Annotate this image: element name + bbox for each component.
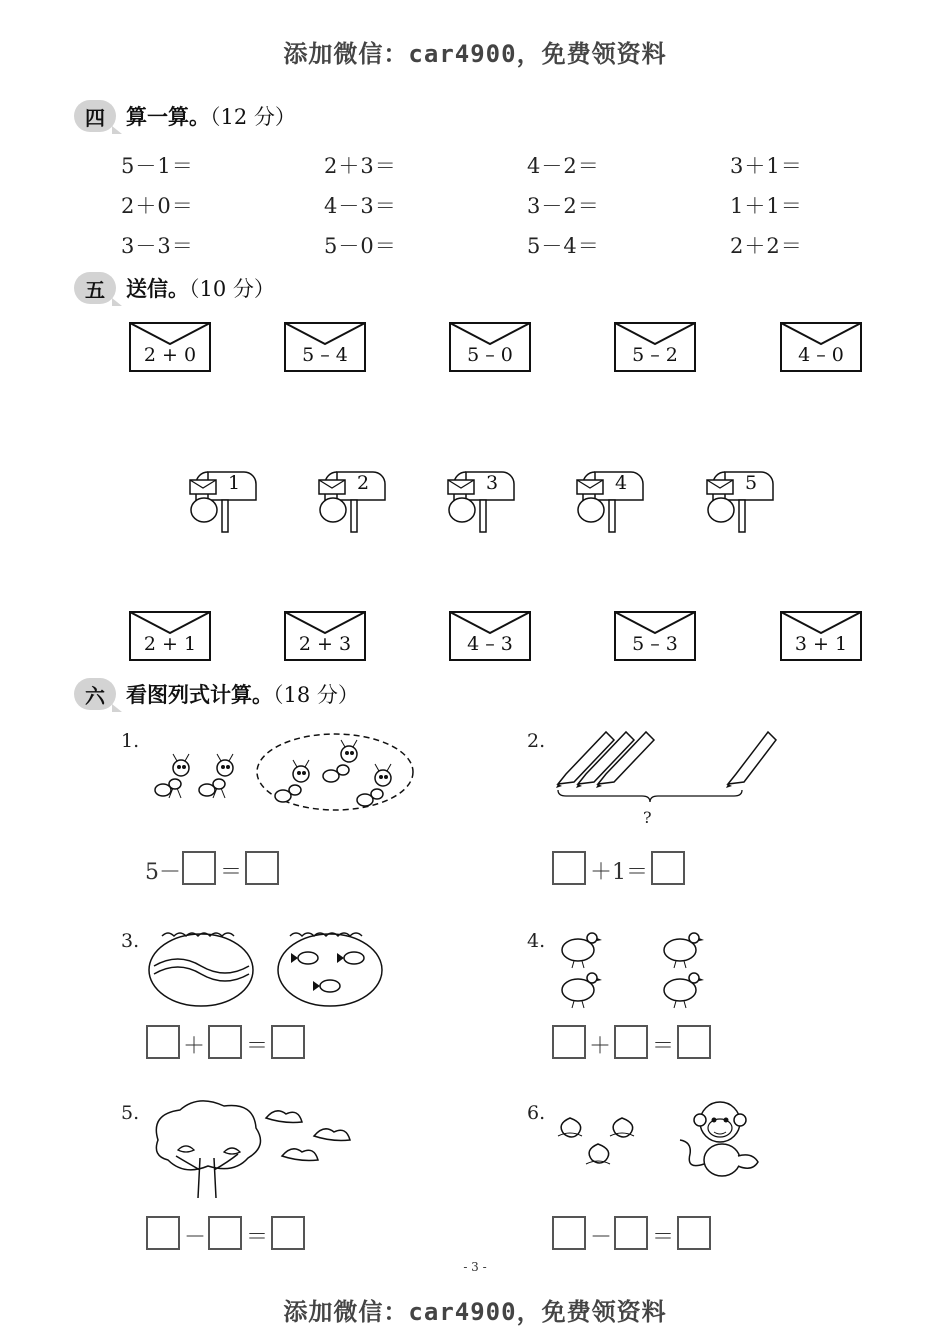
peach-icon — [558, 1118, 582, 1137]
problem-5-equals: ＝ — [246, 1225, 269, 1250]
mailbox-number: 1 — [228, 472, 241, 494]
section-4-points: （12 分） — [210, 105, 296, 129]
ant-icon — [275, 760, 309, 802]
pencil-icon — [726, 732, 776, 788]
peaches-monkey-illustration — [552, 1098, 767, 1184]
equation: 1＋1＝ — [730, 194, 803, 218]
equation: 2＋2＝ — [730, 234, 803, 258]
problem-4-operator: ＋ — [589, 1034, 612, 1059]
hen-icon — [562, 933, 602, 968]
equation: 3－3＝ — [121, 234, 194, 258]
envelope-bottom-3[interactable] — [449, 611, 531, 661]
section-6-title — [126, 679, 359, 709]
answer-box[interactable] — [146, 1025, 180, 1059]
answer-box[interactable] — [677, 1216, 711, 1250]
problem-5-number: 5. — [121, 1102, 140, 1124]
envelope-label: 5 – 2 — [632, 344, 678, 366]
answer-box[interactable] — [208, 1025, 242, 1059]
mailbox-4[interactable] — [575, 464, 647, 534]
envelope-label: 2 + 0 — [143, 344, 197, 366]
section-6-points: （18 分） — [273, 683, 359, 707]
answer-box[interactable] — [552, 1025, 586, 1059]
envelope-top-1[interactable] — [129, 322, 211, 372]
answer-box[interactable] — [208, 1216, 242, 1250]
hen-icon — [562, 973, 602, 1008]
ant-icon — [199, 754, 233, 798]
fishbowls-illustration — [148, 924, 388, 1008]
envelope-label: 2 + 1 — [143, 633, 197, 655]
envelope-top-4[interactable] — [614, 322, 696, 372]
section-5-header — [74, 270, 275, 306]
section-6-title-text: 看图列式计算。 — [126, 683, 273, 707]
ants-illustration — [145, 728, 425, 814]
problem-6-number: 6. — [527, 1102, 546, 1124]
answer-box[interactable] — [651, 851, 685, 885]
envelope-top-5[interactable] — [780, 322, 862, 372]
answer-box[interactable] — [552, 851, 586, 885]
mailbox-number: 3 — [486, 472, 499, 494]
envelope-label: 2 + 3 — [298, 633, 352, 655]
section-6-header — [74, 676, 359, 712]
envelope-bottom-4[interactable] — [614, 611, 696, 661]
mailbox-icon — [188, 464, 260, 534]
mailbox-3[interactable] — [446, 464, 518, 534]
pencils-illustration — [552, 726, 782, 806]
answer-box[interactable] — [614, 1216, 648, 1250]
fishbowl-icon — [149, 933, 253, 1006]
mailbox-icon — [575, 464, 647, 534]
ant-icon — [155, 754, 189, 798]
fishbowl-icon — [278, 933, 382, 1006]
mailbox-icon — [446, 464, 518, 534]
mailbox-icon — [317, 464, 389, 534]
mailbox-1[interactable] — [188, 464, 260, 534]
problem-6-operator: － — [590, 1225, 613, 1250]
equation: 5－1＝ — [121, 154, 194, 178]
envelope-bottom-5[interactable] — [780, 611, 862, 661]
ant-icon — [357, 764, 391, 806]
envelope-label: 4 – 3 — [467, 633, 513, 655]
problem-1-operator: ＝ — [220, 860, 243, 885]
mailbox-number: 4 — [615, 472, 628, 494]
watermark-bottom: 添加微信：car4900，免费领资料 — [283, 1298, 667, 1326]
page-number: - 3 - — [463, 1260, 487, 1274]
problem-3-equals: ＝ — [246, 1034, 269, 1059]
peach-icon — [586, 1144, 610, 1164]
equation: 4－2＝ — [527, 154, 600, 178]
answer-box[interactable] — [271, 1216, 305, 1250]
envelope-label: 3 + 1 — [794, 633, 848, 655]
equation: 5－0＝ — [324, 234, 397, 258]
answer-box[interactable] — [271, 1025, 305, 1059]
brace-icon — [558, 790, 742, 802]
bird-icon — [282, 1149, 318, 1161]
problem-2-number: 2. — [527, 730, 546, 752]
peach-icon — [610, 1118, 634, 1137]
equation: 3－2＝ — [527, 194, 600, 218]
equation: 4－3＝ — [324, 194, 397, 218]
problem-4-number: 4. — [527, 930, 546, 952]
section-4-title — [126, 101, 296, 131]
problem-6-equals: ＝ — [652, 1225, 675, 1250]
envelope-label: 5 – 3 — [632, 633, 678, 655]
answer-box[interactable] — [552, 1216, 586, 1250]
tree-icon — [156, 1101, 260, 1198]
answer-box[interactable] — [146, 1216, 180, 1250]
answer-box[interactable] — [182, 851, 216, 885]
envelope-bottom-1[interactable] — [129, 611, 211, 661]
envelope-label: 5 – 4 — [302, 344, 348, 366]
envelope-top-3[interactable] — [449, 322, 531, 372]
hen-icon — [664, 933, 704, 968]
equation: 5－4＝ — [527, 234, 600, 258]
section-4-badge: 四 — [74, 100, 116, 132]
section-5-points: （10 分） — [189, 277, 275, 301]
problem-2-operator: ＋1＝ — [590, 860, 648, 885]
equation: 2＋3＝ — [324, 154, 397, 178]
answer-box[interactable] — [677, 1025, 711, 1059]
envelope-label: 5 – 0 — [467, 344, 513, 366]
hens-illustration — [552, 924, 712, 1010]
envelope-label: 4 – 0 — [798, 344, 844, 366]
answer-box[interactable] — [245, 851, 279, 885]
equation: 2＋0＝ — [121, 194, 194, 218]
section-4-header — [74, 98, 296, 134]
ant-icon — [323, 740, 357, 782]
mailbox-5[interactable] — [705, 464, 777, 534]
answer-box[interactable] — [614, 1025, 648, 1059]
problem-3-number: 3. — [121, 930, 140, 952]
hen-icon — [664, 973, 704, 1008]
problem-3-operator: ＋ — [183, 1034, 206, 1059]
problem-1-prefix: 5－ — [145, 860, 181, 885]
section-5-title-text: 送信。 — [126, 277, 189, 301]
watermark-top: 添加微信：car4900，免费领资料 — [283, 40, 667, 68]
problem-5-operator: － — [184, 1225, 207, 1250]
bird-icon — [266, 1111, 302, 1123]
monkey-icon — [680, 1102, 758, 1176]
mailbox-number: 2 — [357, 472, 370, 494]
tree-birds-illustration — [148, 1100, 363, 1200]
mailbox-icon — [705, 464, 777, 534]
section-4-title-text: 算一算。 — [126, 105, 210, 129]
section-5-title — [126, 273, 275, 303]
section-5-badge: 五 — [74, 272, 116, 304]
problem-2-question: ? — [643, 808, 652, 827]
envelope-top-2[interactable] — [284, 322, 366, 372]
bird-icon — [314, 1129, 350, 1141]
problem-4-equals: ＝ — [652, 1034, 675, 1059]
section-6-badge: 六 — [74, 678, 116, 710]
mailbox-number: 5 — [745, 472, 758, 494]
envelope-bottom-2[interactable] — [284, 611, 366, 661]
equation: 3＋1＝ — [730, 154, 803, 178]
problem-1-number: 1. — [121, 730, 140, 752]
mailbox-2[interactable] — [317, 464, 389, 534]
